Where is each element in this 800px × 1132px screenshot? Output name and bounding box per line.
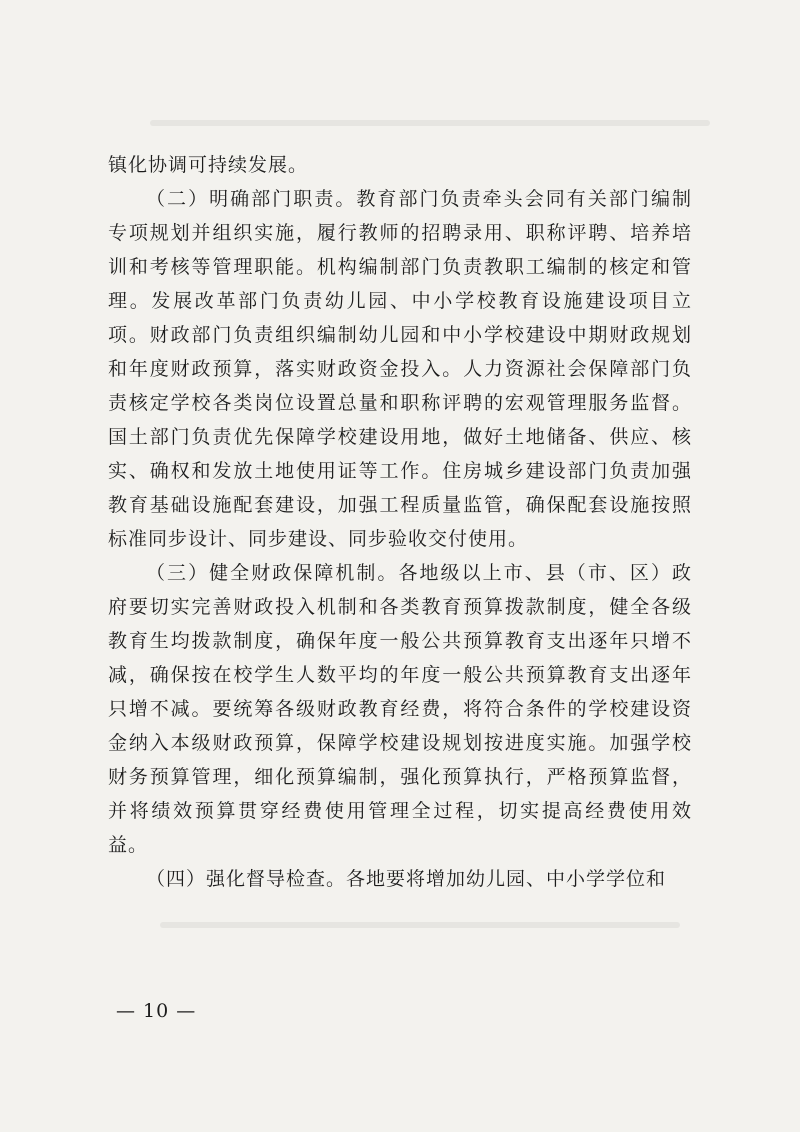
text-line: 只增不减。要统筹各级财政教育经费，将符合条件的学校建设资 xyxy=(108,698,692,720)
paragraph-heading-line: （二）明确部门职责。教育部门负责牵头会同有关部门编制 xyxy=(146,188,692,210)
text-line: 金纳入本级财政预算，保障学校建设规划按进度实施。加强学校 xyxy=(108,732,692,754)
text-line: 并将绩效预算贯穿经费使用管理全过程，切实提高经费使用效 xyxy=(108,800,692,822)
text-line: 国土部门负责优先保障学校建设用地，做好土地储备、供应、核 xyxy=(108,426,692,448)
text-line: 教育生均拨款制度，确保年度一般公共预算教育支出逐年只增不 xyxy=(108,630,692,652)
text-line: 镇化协调可持续发展。 xyxy=(108,154,309,176)
show-through-mark xyxy=(150,120,710,126)
text-line: 理。发展改革部门负责幼儿园、中小学校教育设施建设项目立 xyxy=(108,290,692,312)
text-line: 益。 xyxy=(108,834,149,856)
show-through-mark xyxy=(160,922,680,928)
paragraph-heading-line: （三）健全财政保障机制。各地级以上市、县（市、区）政 xyxy=(146,562,692,584)
text-line: 和年度财政预算，落实财政资金投入。人力资源社会保障部门负 xyxy=(108,358,692,380)
text-line: 减，确保按在校学生人数平均的年度一般公共预算教育支出逐年 xyxy=(108,664,692,686)
text-line: 财务预算管理，细化预算编制，强化预算执行，严格预算监督， xyxy=(108,766,692,788)
text-line: 教育基础设施配套建设，加强工程质量监管，确保配套设施按照 xyxy=(108,494,692,516)
text-line: 府要切实完善财政投入机制和各类教育预算拨款制度，健全各级 xyxy=(108,596,692,618)
page-number: — 10 — xyxy=(116,1000,197,1022)
text-line: 专项规划并组织实施，履行教师的招聘录用、职称评聘、培养培 xyxy=(108,222,692,244)
body-text xyxy=(108,148,692,896)
text-line: 责核定学校各类岗位设置总量和职称评聘的宏观管理服务监督。 xyxy=(108,392,692,414)
text-line: 标准同步设计、同步建设、同步验收交付使用。 xyxy=(108,528,529,550)
paragraph-heading-line: （四）强化督导检查。各地要将增加幼儿园、中小学学位和 xyxy=(146,868,667,890)
text-line: 项。财政部门负责组织编制幼儿园和中小学校建设中期财政规划 xyxy=(108,324,692,346)
text-line: 实、确权和发放土地使用证等工作。住房城乡建设部门负责加强 xyxy=(108,460,692,482)
text-line: 训和考核等管理职能。机构编制部门负责教职工编制的核定和管 xyxy=(108,256,692,278)
